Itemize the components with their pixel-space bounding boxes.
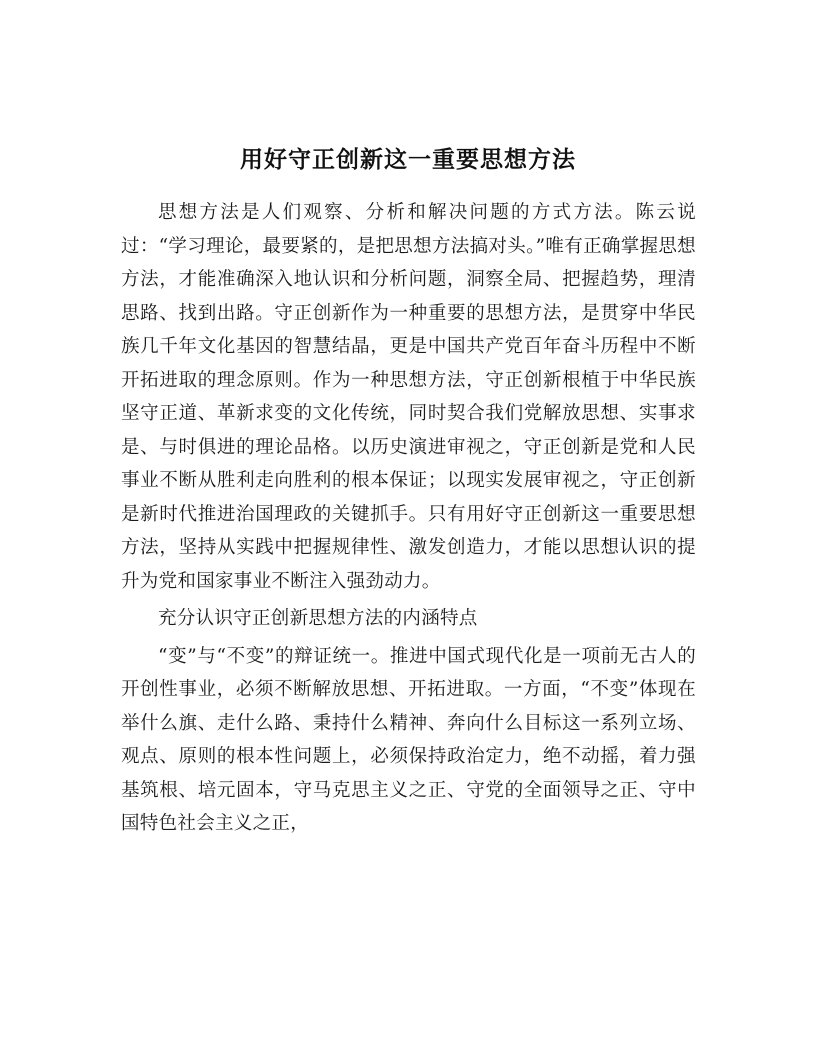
document-body: [121, 196, 696, 841]
paragraph-change-and-constancy: “变”与“不变”的辩证统一。推进中国式现代化是一项前无古人的开创性事业，必须不断解放思想、开拓进取。一方面，“不变”体现在举什么旗、走什么路、秉持什么精神、奔向什么目标这一系列立场、观点、原则的根本性问题上，必须保持政治定力，绝不动摇，着力强基筑根、培元固本，守马克思主义之正、守党的全面领导之正、守中国特色社会主义之正，: [121, 645, 696, 834]
paragraph-intro: 思想方法是人们观察、分析和解决问题的方式方法。陈云说过：“学习理论，最要紧的，是把思想方法搞对头。”唯有正确掌握思想方法，才能准确深入地认识和分析问题，洞察全局、把握趋势，理清思路、找到出路。守正创新作为一种重要的思想方法，是贯穿中华民族几千年文化基因的智慧结晶，更是中国共产党百年奋斗历程中不断开拓进取的理念原则。作为一种思想方法，守正创新根植于中华民族坚守正道、革新求变的文化传统，同时契合我们党解放思想、实事求是、与时俱进的理论品格。以历史演进审视之，守正创新是党和人民事业不断从胜利走向胜利的根本保证；以现实发展审视之，守正创新是新时代推进治国理政的关键抓手。只有用好守正创新这一重要思想方法，坚持从实践中把握规律性、激发创造力，才能以思想认识的提升为党和国家事业不断注入强劲动力。: [121, 202, 696, 592]
section-heading: 充分认识守正创新思想方法的内涵特点: [158, 608, 478, 629]
document-title: 用好守正创新这一重要思想方法: [240, 147, 576, 173]
